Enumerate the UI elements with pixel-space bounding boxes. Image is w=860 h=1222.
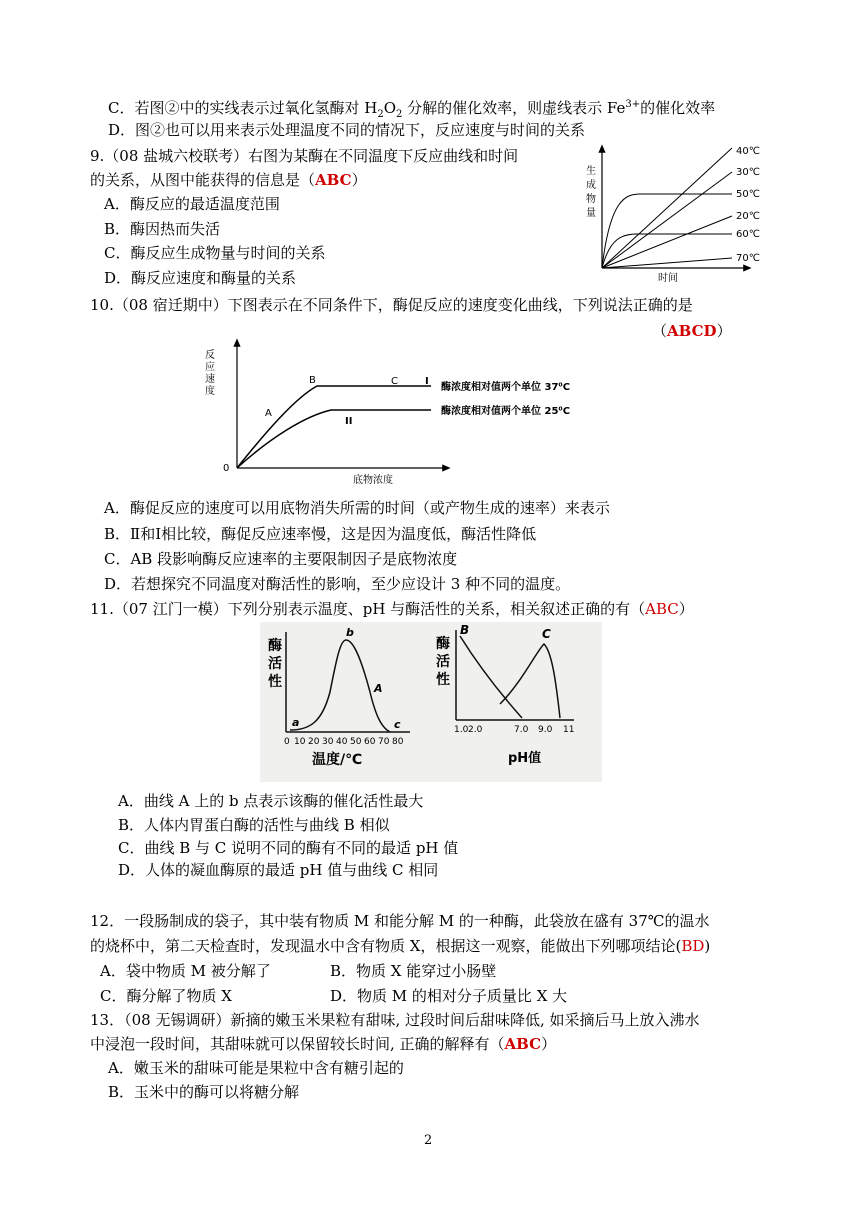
q13-answer: ABC [504, 1035, 542, 1053]
fig11-left-tick-0: 0 [284, 737, 290, 747]
fig11-right-ylabel-3: 性 [436, 672, 450, 688]
q12-option-a: A．袋中物质 M 被分解了 [100, 962, 271, 980]
fig11-point-b: b [346, 626, 354, 639]
fig11-left-ylabel-1: 酶 [268, 638, 282, 654]
page-number: 2 [424, 1133, 433, 1148]
q9-stem-2: 的关系，从图中能获得的信息是（ABC） [90, 171, 367, 189]
fig11-left-ylabel-2: 活 [268, 656, 282, 672]
fig9-curve-30 [602, 172, 732, 268]
fig11-point-c: c [394, 718, 401, 731]
q9-answer: ABC [315, 171, 352, 189]
fig11-right-tick-9: 9.0 [538, 725, 553, 735]
fig11-label-curve-b: B [460, 623, 470, 637]
fig9-label-50: 50℃ [736, 189, 760, 200]
fig10-xlabel: 底物浓度 [353, 475, 393, 486]
fig10-ylabel-1: 反 [205, 350, 215, 361]
fig9-ylabel-4: 量 [586, 208, 596, 219]
fig9-curve-40 [602, 148, 732, 268]
fig11-right-tick-7: 7.0 [514, 725, 529, 735]
q13-option-a: A．嫩玉米的甜味可能是果粒中含有糖引起的 [108, 1059, 404, 1077]
q9-option-b: B．酶因热而失活 [104, 220, 221, 238]
q11-option-c: C．曲线 B 与 C 说明不同的酶有不同的最适 pH 值 [118, 839, 459, 857]
q9-option-a: A．酶反应的最适温度范围 [104, 195, 280, 213]
fig11-left-ylabel-3: 性 [268, 674, 282, 690]
fig10-legend-1: 酶浓度相对值两个单位 37⁰C [441, 382, 571, 393]
q10-answer-line: （ABCD） [652, 322, 732, 340]
fig11-right-xlabel: pH值 [508, 751, 542, 766]
fig11-left-tick-40: 40 [336, 737, 348, 747]
fig11-left-tick-50: 50 [350, 737, 362, 747]
q10-option-d: D．若想探究不同温度对酶活性的影响，至少应设计 3 种不同的温度。 [104, 575, 571, 593]
line-q8c: C．若图②中的实线表示过氧化氢酶对 $H_2O_2$ 分解的催化效率，则虚线表示 $Fe^{3+}$的催化效率 [108, 99, 716, 120]
q12-option-b: B．物质 X 能穿过小肠壁 [330, 962, 497, 980]
q10-answer: ABCD [667, 322, 717, 340]
fig11-left-tick-80: 80 [392, 737, 404, 747]
fig10-curve-2-label: II [345, 416, 353, 427]
fig11-label-curve-c: C [542, 627, 551, 641]
fig9-label-30: 30℃ [736, 167, 760, 178]
fig9-label-40: 40℃ [736, 146, 760, 157]
fig10-curve-1-label: I [425, 376, 429, 387]
q12-answer: BD [681, 937, 705, 955]
fig10-origin: 0 [223, 463, 230, 474]
fig10-ylabel-3: 速 [205, 374, 215, 385]
fig9-ylabel-3: 物 [586, 194, 596, 205]
q13-option-b: B．玉米中的酶可以将糖分解 [108, 1083, 300, 1101]
q12-option-c: C．酶分解了物质 X [100, 987, 232, 1005]
fig9-xlabel: 时间 [658, 273, 678, 284]
fig9-ylabel-2: 成 [586, 180, 596, 191]
fig11-right-tick-1: 1.0 [454, 725, 469, 735]
fig11-right-tick-2: 2.0 [468, 725, 483, 735]
fig10-point-b: B [309, 375, 316, 386]
q9-option-d: D．酶反应速度和酶量的关系 [104, 269, 297, 287]
q10-option-c: C．AB 段影响酶反应速率的主要限制因子是底物浓度 [104, 550, 458, 568]
q12-option-d: D．物质 M 的相对分子质量比 X 大 [330, 987, 568, 1005]
fig11-left-tick-60: 60 [364, 737, 376, 747]
q9-stem-1: 9.（08 盐城六校联考）右图为某酶在不同温度下反应曲线和时间 [90, 147, 519, 165]
q13-stem-1: 13．（08 无锡调研）新摘的嫩玉米果粒有甜味, 过段时间后甜味降低, 如采摘后马上放入沸水 [90, 1011, 700, 1029]
fig11-label-curve-a: A [374, 682, 383, 695]
fig11-left-xlabel: 温度/℃ [312, 752, 363, 768]
figure-11 [260, 622, 602, 782]
fig9-label-20: 20℃ [736, 211, 760, 222]
fig10-ylabel-2: 应 [205, 362, 215, 373]
q9-option-c: C．酶反应生成物量与时间的关系 [104, 244, 326, 262]
q12-stem-2: 的烧杯中，第二天检查时，发现温水中含有物质 X，根据这一观察，能做出下列哪项结论(BD) [90, 937, 711, 955]
fig11-right-ylabel-2: 活 [436, 654, 450, 670]
fig11-left-tick-70: 70 [378, 737, 390, 747]
fig10-legend-2: 酶浓度相对值两个单位 25⁰C [441, 406, 571, 417]
figure-9 [580, 140, 780, 285]
fig9-label-60: 60℃ [736, 229, 760, 240]
q11-answer: ABC [645, 600, 679, 618]
fig10-point-a: A [265, 408, 272, 419]
q11-option-a: A．曲线 A 上的 b 点表示该酶的催化活性最大 [118, 792, 424, 810]
fig9-label-70: 70℃ [736, 253, 760, 264]
fig10-point-c: C [391, 376, 398, 387]
q11-option-d: D．人体的凝血酶原的最适 pH 值与曲线 C 相同 [118, 861, 439, 879]
q10-option-a: A．酶促反应的速度可以用底物消失所需的时间（或产物生成的速率）来表示 [104, 499, 610, 517]
fig11-point-a: a [292, 716, 300, 729]
fig9-ylabel-1: 生 [586, 166, 596, 177]
fig11-left-tick-20: 20 [308, 737, 320, 747]
fig11-right-tick-11: 11 [563, 725, 575, 735]
q10-option-b: B．Ⅱ和Ⅰ相比较，酶促反应速率慢，这是因为温度低，酶活性降低 [104, 525, 537, 543]
fig9-curve-20 [602, 216, 732, 268]
fig11-left-tick-30: 30 [322, 737, 334, 747]
line-q8d: D．图②也可以用来表示处理温度不同的情况下，反应速度与时间的关系 [108, 121, 586, 139]
fig11-right-ylabel-1: 酶 [436, 636, 450, 652]
q12-stem-1: 12．一段肠制成的袋子，其中装有物质 M 和能分解 M 的一种酶，此袋放在盛有 37℃的温水 [90, 912, 710, 930]
q10-stem: 10.（08 宿迁期中）下图表示在不同条件下，酶促反应的速度变化曲线，下列说法正确的是 [90, 296, 693, 314]
q13-stem-2: 中浸泡一段时间，其甜味就可以保留较长时间, 正确的解释有（ABC） [90, 1035, 557, 1053]
fig9-curve-50 [602, 194, 732, 268]
fig10-ylabel-4: 度 [205, 386, 215, 397]
q11-stem: 11.（07 江门一模）下列分别表示温度、pH 与酶活性的关系，相关叙述正确的有（ABC） [90, 600, 694, 618]
q11-option-b: B．人体内胃蛋白酶的活性与曲线 B 相似 [118, 816, 390, 834]
fig10-curve-1 [237, 386, 431, 468]
figure-10 [195, 338, 655, 488]
fig11-left-tick-10: 10 [294, 737, 306, 747]
fig9-curve-70 [602, 258, 732, 268]
